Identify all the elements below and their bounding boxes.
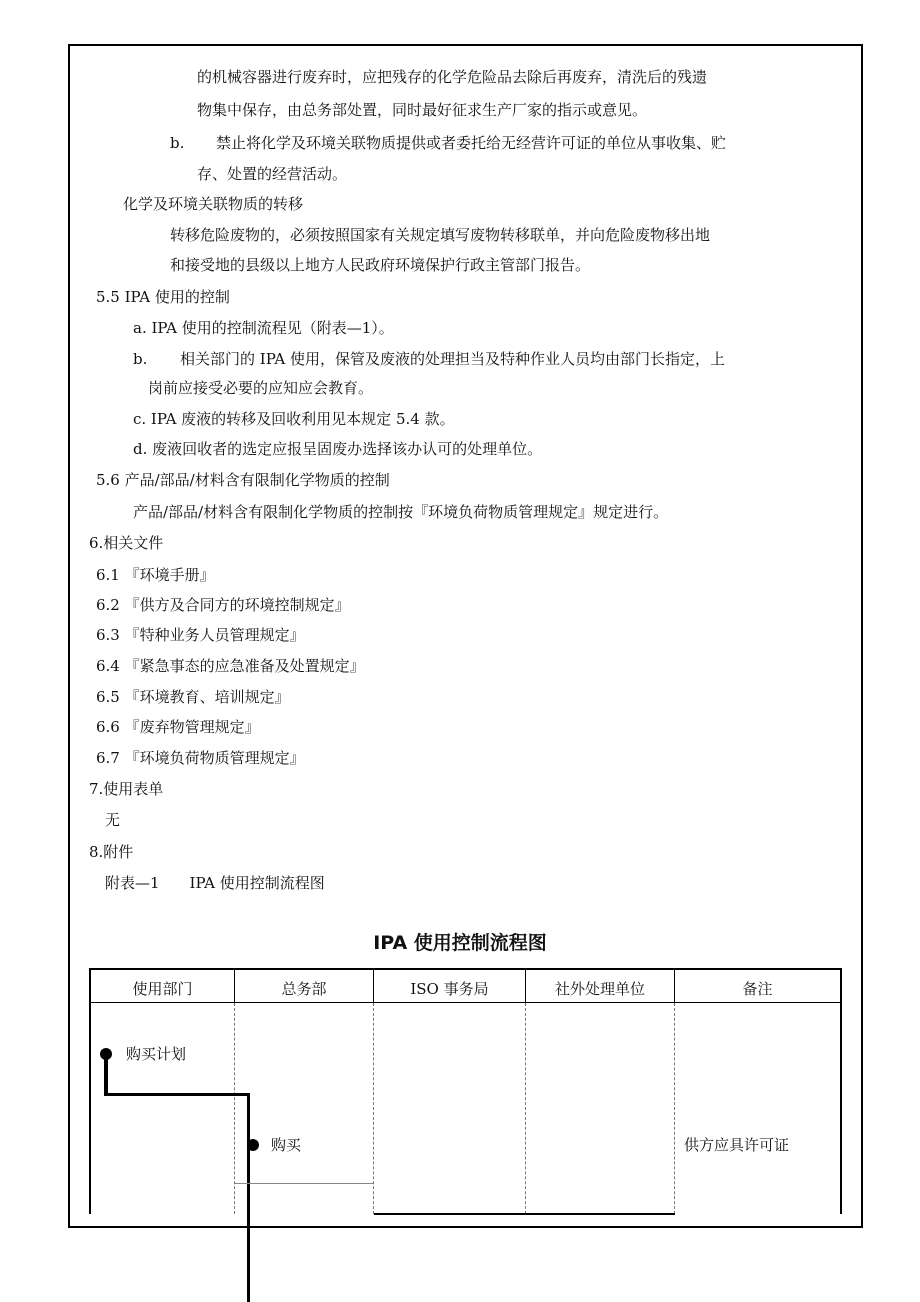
text-line: 和接受地的县级以上地方人民政府环境保护行政主管部门报告。 bbox=[170, 256, 591, 274]
text-line: 岗前应接受必要的应知应会教育。 bbox=[148, 379, 374, 397]
step-label: 购买计划 bbox=[126, 1045, 187, 1063]
lane-divider bbox=[674, 1003, 675, 1214]
reference-item: 6.3 『特种业务人员管理规定』 bbox=[96, 626, 305, 644]
section-heading: 7.使用表单 bbox=[89, 780, 164, 798]
text-line: 存、处置的经营活动。 bbox=[197, 165, 348, 183]
flowchart-top-border bbox=[89, 968, 842, 970]
list-item: c. IPA 废液的转移及回收利用见本规定 5.4 款。 bbox=[133, 410, 455, 428]
reference-item: 6.5 『环境教育、培训规定』 bbox=[96, 688, 290, 706]
list-item: d. 废液回收者的选定应报呈固废办选择该办认可的处理单位。 bbox=[133, 440, 543, 458]
column-header: 备注 bbox=[742, 980, 773, 998]
flowchart-header-border bbox=[89, 1002, 842, 1003]
reference-item: 6.1 『环境手册』 bbox=[96, 566, 215, 584]
reference-item: 6.4 『紧急事态的应急准备及处置规定』 bbox=[96, 657, 365, 675]
list-marker: b. bbox=[133, 350, 148, 368]
reference-item: 6.6 『废弃物管理规定』 bbox=[96, 718, 260, 736]
section-heading: 8.附件 bbox=[89, 843, 134, 861]
column-header: ISO 事务局 bbox=[410, 980, 489, 998]
text-line: 物集中保存，由总务部处置，同时最好征求生产厂家的指示或意见。 bbox=[197, 101, 648, 119]
flowchart-title: IPA 使用控制流程图 bbox=[373, 932, 547, 954]
reference-item: 6.7 『环境负荷物质管理规定』 bbox=[96, 749, 305, 767]
list-item: 相关部门的 IPA 使用，保管及废液的处理担当及特种作业人员均由部门长指定，上 bbox=[180, 350, 726, 368]
text-line: 无 bbox=[105, 811, 121, 829]
text-line: 禁止将化学及环境关联物质提供或者委托给无经营许可证的单位从事收集、贮 bbox=[216, 134, 727, 152]
lane-divider bbox=[373, 1003, 374, 1214]
text-line: 产品/部品/材料含有限制化学物质的控制按『环境负荷物质管理规定』规定进行。 bbox=[133, 503, 669, 521]
step-node bbox=[247, 1139, 259, 1151]
column-header: 总务部 bbox=[281, 980, 327, 998]
flow-line bbox=[104, 1054, 108, 1096]
column-header: 社外处理单位 bbox=[554, 980, 645, 998]
text-line: 的机械容器进行废弃时，应把残存的化学危险品去除后再废弃，清洗后的残遗 bbox=[197, 68, 708, 86]
flowchart-left-border bbox=[89, 968, 91, 1214]
attachment-item: 附表—1 IPA 使用控制流程图 bbox=[105, 874, 325, 892]
column-header: 使用部门 bbox=[132, 980, 193, 998]
step-label: 购买 bbox=[271, 1136, 302, 1154]
section-heading: 6.相关文件 bbox=[89, 534, 164, 552]
section-heading: 5.5 IPA 使用的控制 bbox=[96, 288, 230, 306]
flowchart-partial-bottom bbox=[374, 1213, 675, 1215]
flow-line bbox=[247, 1093, 250, 1302]
flow-line bbox=[104, 1093, 250, 1096]
lane-divider bbox=[525, 1003, 526, 1214]
reference-item: 6.2 『供方及合同方的环境控制规定』 bbox=[96, 596, 350, 614]
section-heading: 5.6 产品/部品/材料含有限制化学物质的控制 bbox=[96, 471, 390, 489]
note-text: 供方应具许可证 bbox=[684, 1136, 790, 1154]
flowchart-right-border bbox=[840, 968, 842, 1214]
list-marker: b. bbox=[170, 134, 185, 152]
flow-separator bbox=[235, 1183, 373, 1184]
text-line: 转移危险废物的，必须按照国家有关规定填写废物转移联单，并向危险废物移出地 bbox=[170, 226, 711, 244]
list-item: a. IPA 使用的控制流程见（附表—1）。 bbox=[133, 319, 394, 337]
subheading: 化学及环境关联物质的转移 bbox=[123, 195, 304, 213]
